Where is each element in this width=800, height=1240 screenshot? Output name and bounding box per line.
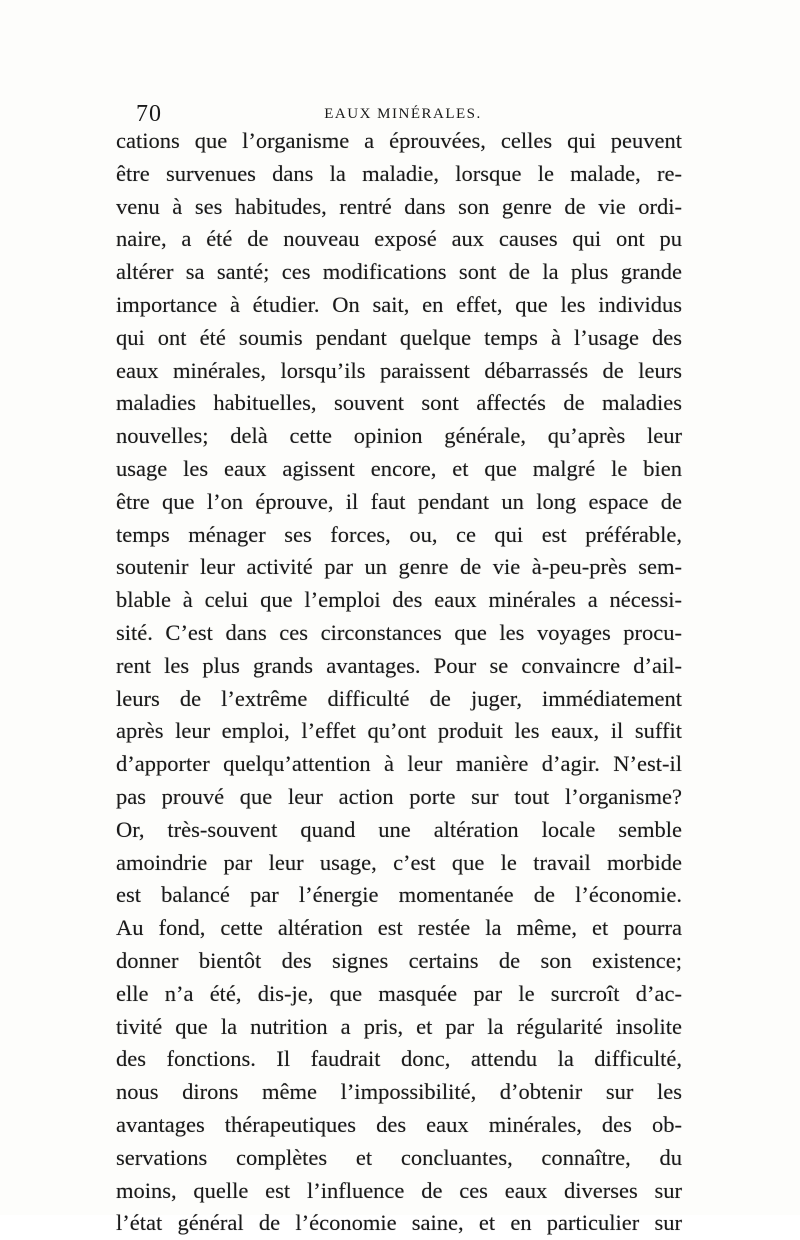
text-line: pas prouvé que leur action porte sur tout l’organisme? xyxy=(116,783,682,809)
text-line: donner bientôt des signes certains de son existence; xyxy=(116,947,682,973)
text-line: être que l’on éprouve, il faut pendant un long espace de xyxy=(116,488,682,514)
text-line: soutenir leur activité par un genre de vie à-peu-près sem- xyxy=(116,554,682,580)
text-line: nous dirons même l’impossibilité, d’obtenir sur les xyxy=(116,1079,682,1105)
text-line: usage les eaux agissent encore, et que malgré le bien xyxy=(116,455,682,481)
text-line: est balancé par l’énergie momentanée de l’économie. xyxy=(116,882,682,908)
text-line: leurs de l’extrême difficulté de juger, immédiatement xyxy=(116,685,682,711)
text-line: blable à celui que l’emploi des eaux minérales a nécessi- xyxy=(116,587,682,613)
text-line: maladies habituelles, souvent sont affectés de maladies xyxy=(116,390,682,416)
text-line: qui ont été soumis pendant quelque temps à l’usage des xyxy=(116,324,682,350)
text-line: tivité que la nutrition a pris, et par la régularité insolite xyxy=(116,1013,682,1039)
text-line: sité. C’est dans ces circonstances que les voyages procu- xyxy=(116,619,682,645)
text-line: servations complètes et concluantes, connaître, du xyxy=(116,1144,682,1170)
text-line: d’apporter quelqu’attention à leur manière d’agir. N’est-il xyxy=(116,751,682,777)
text-line: naire, a été de nouveau exposé aux causes qui ont pu xyxy=(116,226,682,252)
text-line: eaux minérales, lorsqu’ils paraissent débarrassés de leurs xyxy=(116,357,682,383)
text-line: importance à étudier. On sait, en effet, que les individus xyxy=(116,291,682,317)
text-line: rent les plus grands avantages. Pour se convaincre d’ail- xyxy=(116,652,682,678)
text-line: altérer sa santé; ces modifications sont de la plus grande xyxy=(116,259,682,285)
text-line: Or, très-souvent quand une altération locale semble xyxy=(116,816,682,842)
body-text xyxy=(116,125,682,1240)
text-line: l’état général de l’économie saine, et en particulier sur xyxy=(116,1210,682,1236)
text-line: après leur emploi, l’effet qu’ont produit les eaux, il suffit xyxy=(116,718,682,744)
text-line: des fonctions. Il faudrait donc, attendu la difficulté, xyxy=(116,1046,682,1072)
text-line: moins, quelle est l’influence de ces eaux diverses sur xyxy=(116,1177,682,1203)
running-title: EAUX MINÉRALES. xyxy=(324,106,482,122)
text-line: temps ménager ses forces, ou, ce qui est préférable, xyxy=(116,521,682,547)
text-line: cations que l’organisme a éprouvées, celles qui peuvent xyxy=(116,128,682,153)
text-line: Au fond, cette altération est restée la même, et pourra xyxy=(116,915,682,941)
text-line: nouvelles; delà cette opinion générale, qu’après leur xyxy=(116,423,682,449)
text-line: venu à ses habitudes, rentré dans son genre de vie ordi- xyxy=(116,193,682,219)
text-line: elle n’a été, dis-je, que masquée par le surcroît d’ac- xyxy=(116,980,682,1006)
text-line: être survenues dans la maladie, lorsque le malade, re- xyxy=(116,160,682,186)
running-head xyxy=(136,100,670,128)
page-number: 70 xyxy=(136,101,162,127)
text-line: avantages thérapeutiques des eaux minérales, des ob- xyxy=(116,1111,682,1137)
text-line: amoindrie par leur usage, c’est que le travail morbide xyxy=(116,849,682,875)
